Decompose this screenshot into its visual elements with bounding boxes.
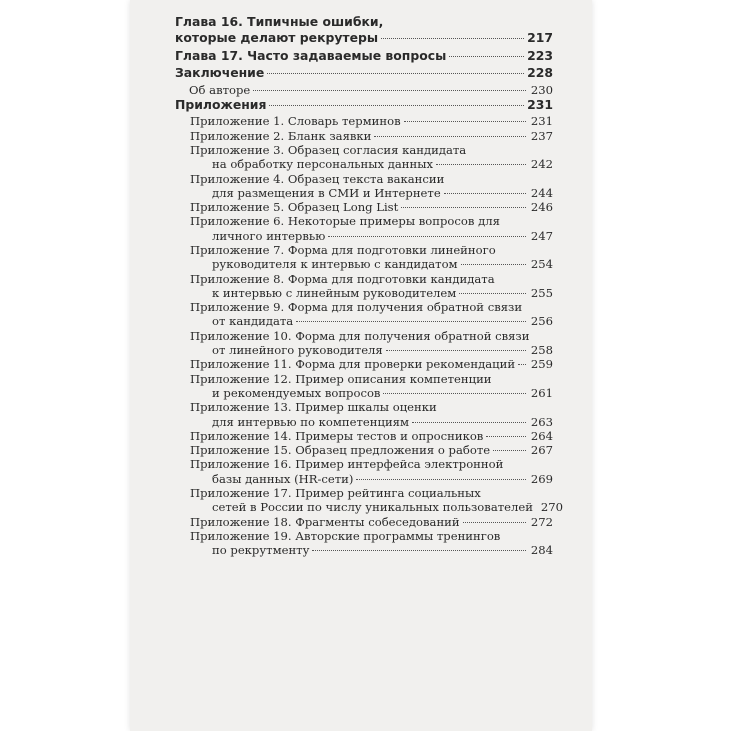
toc-entry-line xyxy=(190,229,553,243)
toc-entry-title: и рекомендуемых вопросов xyxy=(212,385,381,400)
toc-entry-line xyxy=(190,329,553,343)
toc-entry-line xyxy=(190,243,553,257)
toc-entry-title: Приложение 2. Бланк заявки xyxy=(190,128,372,143)
toc-page-number: 270 xyxy=(540,500,563,515)
toc-entry-line xyxy=(190,486,553,500)
toc-page-number: 256 xyxy=(530,314,553,329)
toc-page-number: 217 xyxy=(527,30,553,46)
toc-entry-title: от кандидата xyxy=(212,314,294,329)
toc-chapter-entry xyxy=(175,97,553,113)
dot-leader xyxy=(296,321,526,322)
toc-entry-line xyxy=(190,529,553,543)
toc-page-number: 259 xyxy=(530,357,553,372)
toc-entry-title: Приложение 5. Образец Long List xyxy=(190,200,399,215)
toc-entry-line xyxy=(190,257,553,271)
toc-entry-line xyxy=(175,30,553,46)
toc-entry-line xyxy=(190,157,553,171)
dot-leader xyxy=(356,479,526,480)
toc-entry-line xyxy=(190,214,553,228)
toc-entry xyxy=(175,486,563,515)
toc-entry xyxy=(175,214,553,243)
dot-leader xyxy=(486,436,526,437)
toc-entry xyxy=(175,300,553,329)
dot-leader xyxy=(404,121,526,122)
toc-entry-title: Приложение 6. Некоторые примеры вопросов для xyxy=(190,214,500,229)
toc-entry-title: Приложение 7. Форма для подготовки линейного xyxy=(190,243,496,257)
toc-page-number: 264 xyxy=(530,428,553,443)
toc-entry-title: Глава 16. Типичные ошибки, xyxy=(175,14,384,29)
toc-page-number: 269 xyxy=(530,471,553,486)
toc-entry-title: Приложение 13. Пример шкалы оценки xyxy=(190,400,437,415)
toc-entry-title: Приложение 17. Пример рейтинга социальных xyxy=(190,486,481,501)
toc-entry-line xyxy=(175,97,553,113)
toc-entry-line xyxy=(190,357,553,371)
toc-entry-title: для интервью по компетенциям xyxy=(212,414,410,429)
toc-entry-title: Приложение 15. Образец предложения о работе xyxy=(190,443,491,458)
toc-page-number: 230 xyxy=(530,82,553,97)
toc-page-number: 228 xyxy=(527,65,553,81)
toc-entry-title: на обработку персональных данных xyxy=(212,157,433,172)
toc-entry xyxy=(175,200,553,214)
toc-entry-title: от линейного руководителя xyxy=(212,343,383,358)
dot-leader xyxy=(444,193,526,194)
toc-entry-line xyxy=(190,272,553,286)
toc-page-number: 231 xyxy=(530,114,553,129)
toc-entry xyxy=(175,129,553,143)
toc-entry-line xyxy=(190,372,553,386)
toc-entry xyxy=(175,114,553,128)
toc-entry-title: по рекрутменту xyxy=(212,543,310,558)
toc-page-number: 247 xyxy=(530,228,553,243)
dot-leader xyxy=(386,350,526,351)
toc-entry-title: Приложение 16. Пример интерфейса электронной xyxy=(190,457,504,472)
toc-entry xyxy=(175,400,553,429)
toc-entry-line xyxy=(190,286,553,300)
toc-page-number: 246 xyxy=(530,200,553,215)
toc-entry-line xyxy=(175,14,553,30)
dot-leader xyxy=(269,105,524,106)
toc-entry-title: Приложение 8. Форма для подготовки кандидата xyxy=(190,271,495,286)
toc-entry-title: Приложение 10. Форма для получения обратной связи xyxy=(190,328,530,343)
toc-entry xyxy=(175,515,553,529)
toc-entry-line xyxy=(175,48,553,64)
toc-entry-line xyxy=(175,65,553,81)
dot-leader xyxy=(436,164,526,165)
toc-entry-title: руководителя к интервью с кандидатом xyxy=(212,257,458,272)
toc-entry-title: сетей в России по числу уникальных пользователей xyxy=(212,500,533,515)
toc-entry-line xyxy=(190,386,553,400)
toc-entry-title: Приложение 18. Фрагменты собеседований xyxy=(190,514,460,529)
toc-entry-title: Об авторе xyxy=(189,82,251,97)
toc-entry-title: которые делают рекрутеры xyxy=(175,30,379,46)
dot-leader xyxy=(253,90,526,91)
toc-entry-line xyxy=(190,314,553,328)
toc-entry-title: личного интервью xyxy=(212,228,326,243)
toc-page-number: 263 xyxy=(530,414,553,429)
toc-entry-line xyxy=(190,472,553,486)
dot-leader xyxy=(383,393,526,394)
dot-leader xyxy=(449,56,524,57)
toc-entry-line xyxy=(190,429,553,443)
toc-page-number: 267 xyxy=(530,443,553,458)
toc-entry-title: Приложение 12. Пример описания компетенции xyxy=(190,371,492,386)
toc-entry-title: к интервью с линейным руководителем xyxy=(212,285,457,300)
toc-entry xyxy=(175,83,553,97)
toc-entry-title: Заключение xyxy=(175,65,265,81)
toc-entry-line xyxy=(190,443,553,457)
toc-entry-line xyxy=(190,200,553,214)
toc-entry-title: Приложение 9. Форма для получения обратной связи xyxy=(190,300,523,315)
toc-entry-title: базы данных (HR-сети) xyxy=(212,471,354,486)
toc-page-number: 272 xyxy=(530,514,553,529)
toc-chapter-entry xyxy=(175,48,553,64)
toc-chapter-entry xyxy=(175,14,553,47)
toc-entry xyxy=(175,243,553,272)
toc-entry-line xyxy=(190,500,563,515)
toc-page-number: 223 xyxy=(527,47,553,63)
dot-leader xyxy=(461,264,526,265)
dot-leader xyxy=(518,364,526,365)
toc-entry-line xyxy=(190,400,553,414)
toc-entry xyxy=(175,143,553,172)
toc-entry-line xyxy=(190,114,553,128)
toc-page-number: 242 xyxy=(530,157,553,172)
toc-entry xyxy=(175,172,553,201)
dot-leader xyxy=(493,450,526,451)
toc-page-number: 237 xyxy=(530,128,553,143)
toc-entry-line xyxy=(190,172,553,186)
toc-entry xyxy=(175,272,553,301)
toc-page-number: 261 xyxy=(530,385,553,400)
toc-entry-line xyxy=(190,129,553,143)
toc-page-number: 255 xyxy=(530,285,553,300)
dot-leader xyxy=(267,73,524,74)
toc-entry xyxy=(175,457,553,486)
dot-leader xyxy=(328,236,526,237)
toc-chapter-entry xyxy=(175,65,553,81)
dot-leader xyxy=(412,422,526,423)
toc-entry xyxy=(175,443,553,457)
toc-page-number: 244 xyxy=(530,185,553,200)
dot-leader xyxy=(459,293,526,294)
toc-entry-line xyxy=(190,143,553,157)
toc-entry xyxy=(175,429,553,443)
toc-entry-title: Приложение 3. Образец согласия кандидата xyxy=(190,142,467,157)
toc-page-number: 258 xyxy=(530,343,553,358)
toc-entry-line xyxy=(190,515,553,529)
toc-entry-title: Приложение 19. Авторские программы тренингов xyxy=(190,528,501,543)
toc-page-number: 231 xyxy=(527,96,553,112)
toc-entry xyxy=(175,357,553,371)
toc-entry xyxy=(175,329,553,358)
toc-entry-line xyxy=(190,343,553,357)
toc-entry-line xyxy=(190,415,553,429)
toc-entry-title: для размещения в СМИ и Интернете xyxy=(212,185,441,200)
dot-leader xyxy=(463,522,526,523)
dot-leader xyxy=(374,136,526,137)
toc-entry-title: Приложение 1. Словарь терминов xyxy=(190,114,401,129)
dot-leader xyxy=(401,207,526,208)
toc-page-number: 254 xyxy=(530,257,553,272)
toc-page-number: 284 xyxy=(530,543,553,558)
toc-entry xyxy=(175,372,553,401)
toc-entry xyxy=(175,529,553,558)
dot-leader xyxy=(381,38,524,39)
toc-entry-title: Приложение 4. Образец текста вакансии xyxy=(190,171,445,186)
toc-entry-title: Приложения xyxy=(175,96,267,112)
toc-entry-line xyxy=(190,300,553,314)
table-of-contents xyxy=(175,14,563,558)
toc-entry-line xyxy=(189,83,553,97)
dot-leader xyxy=(312,550,526,551)
toc-entry-line xyxy=(190,543,553,557)
toc-entry-title: Глава 17. Часто задаваемые вопросы xyxy=(175,47,447,63)
toc-entry-line xyxy=(190,457,553,471)
toc-entry-title: Приложение 14. Примеры тестов и опросников xyxy=(190,428,484,443)
toc-entry-title: Приложение 11. Форма для проверки рекомендаций xyxy=(190,357,516,372)
toc-entry-line xyxy=(190,186,553,200)
